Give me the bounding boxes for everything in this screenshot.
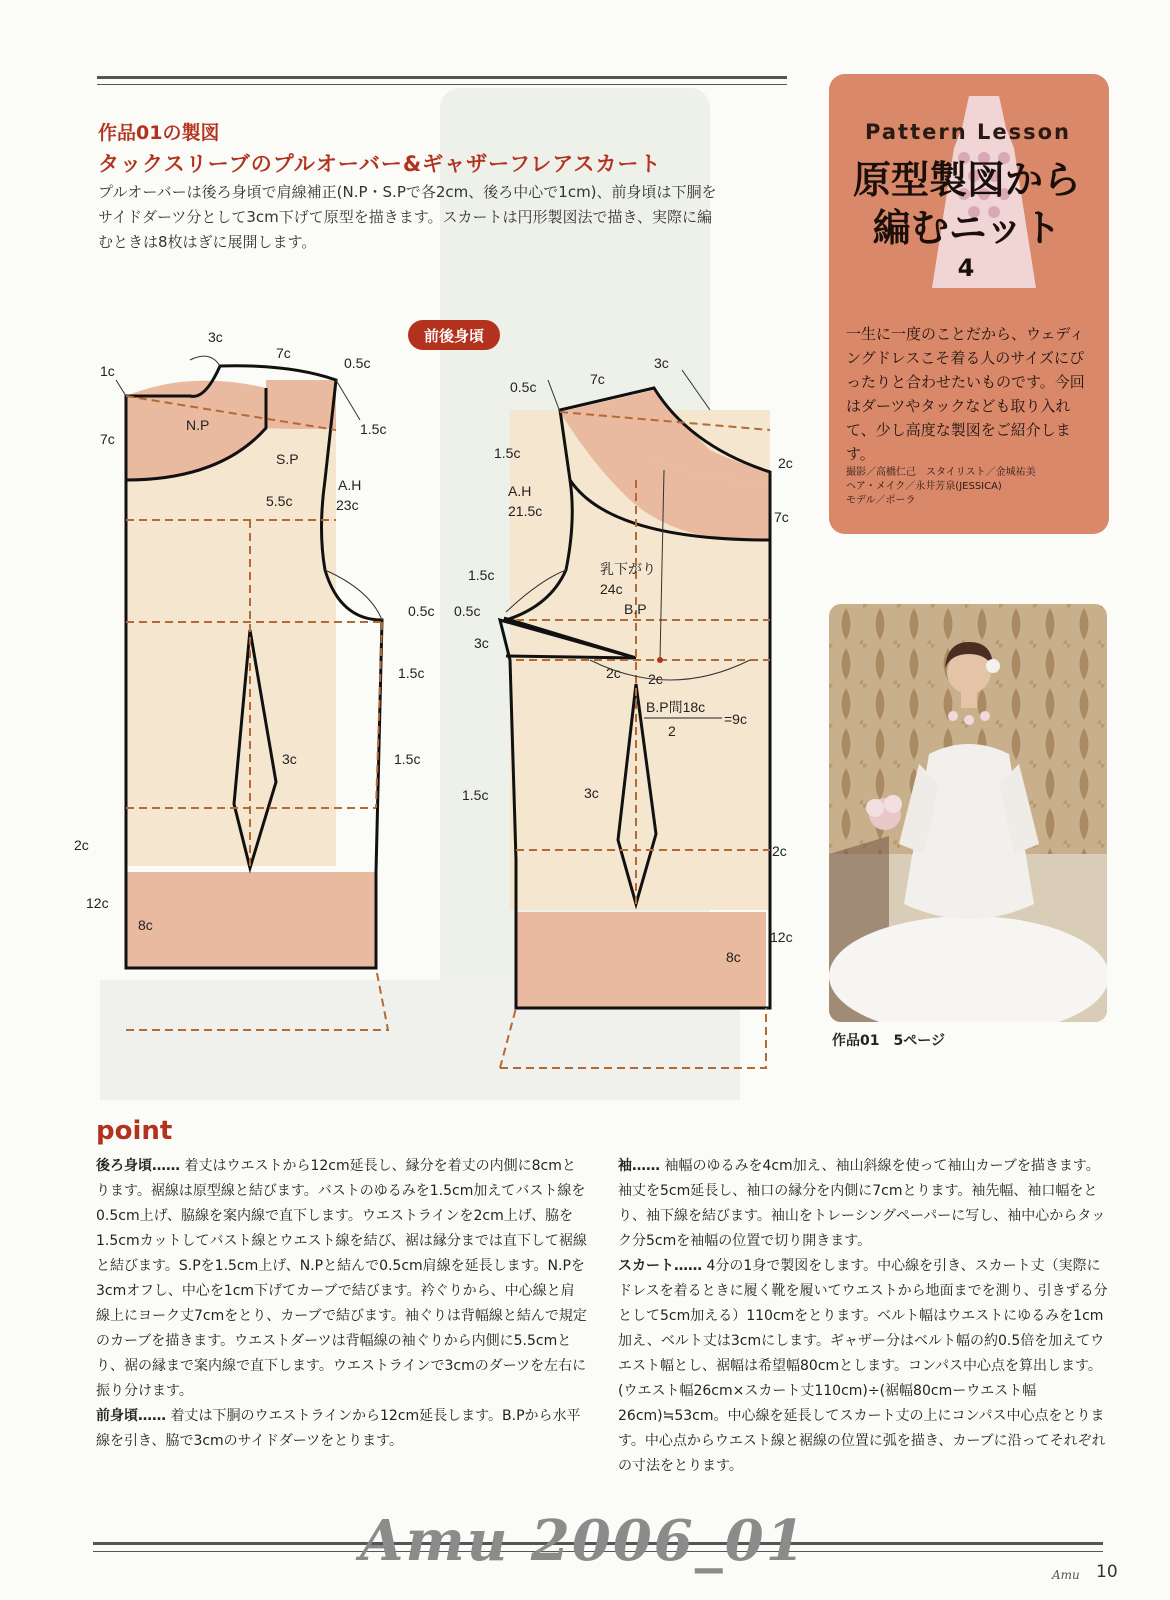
front-label-g: 21.5c bbox=[508, 503, 543, 519]
front-label-i: 乳下がり bbox=[600, 561, 656, 577]
front-label-c: 0.5c bbox=[510, 379, 537, 395]
point-front-head: 前身頃…… bbox=[96, 1408, 166, 1424]
back-label-k: 5.5c bbox=[266, 493, 293, 509]
back-label-i: A.H bbox=[338, 477, 362, 493]
lesson-credits: 撮影／高橋仁己 スタイリスト／金城祐美 ヘア・メイク／永井芳泉(JESSICA) モデル／ポーラ bbox=[846, 467, 1036, 506]
lesson-number: 4 bbox=[957, 254, 975, 282]
front-label-w: 12c bbox=[770, 929, 793, 945]
front-label-b: 7c bbox=[590, 371, 605, 387]
back-label-a: 3c bbox=[208, 329, 223, 345]
front-label-d: 1.5c bbox=[494, 445, 521, 461]
point-skirt-head: スカート…… bbox=[618, 1258, 702, 1274]
point-front-bodice bbox=[96, 1404, 588, 1454]
back-label-d: 1c bbox=[100, 363, 115, 379]
front-label-r: 2 bbox=[668, 723, 676, 739]
back-label-m: 1.5c bbox=[398, 665, 425, 681]
footer-logo: Amu bbox=[1052, 1568, 1080, 1582]
intro-text: プルオーバーは後ろ身頃で肩線補正(N.P・S.Pで各2cm、後ろ中心で1cm)、前身頃は下胴をサイドダーツ分として3cm下げて原型を描きます。スカートは円形製図法で描き、実際に編むときは8枚はぎに展開します。 bbox=[98, 183, 717, 251]
back-label-g: 7c bbox=[100, 431, 115, 447]
front-label-f: A.H bbox=[508, 483, 532, 499]
front-label-v: 2c bbox=[772, 843, 787, 859]
photo-caption: 作品01 5ページ bbox=[832, 1033, 945, 1049]
pattern-subtitle: タックスリーブのプルオーバー&ギャザーフレアスカート bbox=[98, 152, 662, 176]
front-label-m: 0.5c bbox=[454, 603, 481, 619]
top-rule bbox=[97, 76, 787, 85]
front-label-k: 1.5c bbox=[468, 567, 495, 583]
front-label-x: 8c bbox=[726, 949, 741, 965]
front-label-h: 7c bbox=[774, 509, 789, 525]
point-back-head: 後ろ身頃…… bbox=[96, 1158, 180, 1174]
back-label-l: 0.5c bbox=[408, 603, 435, 619]
front-label-p: 2c bbox=[648, 671, 663, 687]
point-skirt bbox=[618, 1254, 1112, 1479]
back-label-j: 23c bbox=[336, 497, 359, 513]
front-label-j: 24c bbox=[600, 581, 623, 597]
point-back-text: 着丈はウエストから12cm延長し、縁分を着丈の内側に8cmとります。裾線は原型線と結びます。バストのゆるみを1.5cm加えてバスト線を0.5cm上げ、脇線を案内線で直下します。ウエストラインを2cm上げ、脇を1.5cmカットしてバスト線とウエスト線を結び、裾は縁分までは直下して裾線と結びます。S.Pを1.5cm上げ、N.Pと結んで0.5cm肩線を延長します。N.Pを3cmオフし、中心を1cm下げてカーブで結びます。衿ぐりから、中心線と肩線上にヨーク丈7cmをとり、カーブで結びます。袖ぐりは背幅線と結んで規定のカーブを描きます。ウエストダーツは背幅線の袖ぐりから内側に5.5cmとり、裾の縁まで案内線で直下します。ウエストラインで3cmのダーツを左右に振り分けます。 bbox=[96, 1158, 587, 1399]
point-title: point bbox=[96, 1116, 173, 1146]
front-label-o: 2c bbox=[606, 665, 621, 681]
point-sleeve-head: 袖…… bbox=[618, 1158, 660, 1174]
point-sleeve bbox=[618, 1154, 1112, 1254]
lesson-jp-title bbox=[836, 156, 1098, 252]
point-back-bodice bbox=[96, 1154, 588, 1404]
bride-photo bbox=[829, 604, 1107, 1022]
front-label-u: 3c bbox=[584, 785, 599, 801]
back-label-e: N.P bbox=[186, 417, 210, 433]
back-label-h: S.P bbox=[276, 451, 299, 467]
back-label-n: 3c bbox=[282, 751, 297, 767]
lesson-body: 一生に一度のことだから、ウェディングドレスこそ着る人のサイズにぴったりと合わせたいものです。今回はダーツやタックなども取り入れて、少し高度な製図をご紹介します。 bbox=[846, 325, 1085, 463]
lesson-jp-title-line2: 編むニット bbox=[872, 206, 1062, 250]
back-label-o: 1.5c bbox=[394, 751, 421, 767]
front-label-l: B.P bbox=[624, 601, 647, 617]
pattern-diagram bbox=[70, 320, 810, 1100]
front-label-a: 3c bbox=[654, 355, 669, 371]
pattern-title: 作品01の製図 bbox=[98, 122, 220, 144]
back-label-p: 2c bbox=[74, 837, 89, 853]
lesson-en-title: Pattern Lesson bbox=[865, 120, 1071, 144]
point-skirt-text: 4分の1身で製図をします。中心線を引き、スカート丈（実際にドレスを着るときに履く靴を履いてウエストから地面までを測り、引きずる分として5cm加える）110cmをとります。ベルト幅はウエストにゆるみを1cm加え、ベルト丈は3cmにします。ギャザー分はベルト幅の約0.5倍を加えてウエスト幅とし、裾幅は希望幅80cmとします。コンパス中心点を算出します。(ウエスト幅26cm×スカート丈110cm)÷(裾幅80cmーウエスト幅26cm)≒53cm。中心線を延長してスカート丈の上にコンパス中心点をとります。中心点からウエスト線と裾線の位置に弧を描き、カーブに沿ってそれぞれの寸法をとります。 bbox=[618, 1258, 1108, 1474]
point-sleeve-text: 袖幅のゆるみを4cm加え、袖山斜線を使って袖山カーブを描きます。袖丈を5cm延長し、袖口の縁分を内側に7cmとります。袖先幅、袖口幅をとり、袖下線を結びます。袖山をトレーシングペーパーに写し、袖中心からタック分5cmを袖幅の位置で切り開きます。 bbox=[618, 1158, 1106, 1249]
page-number: 10 bbox=[1096, 1562, 1118, 1582]
back-label-c: 0.5c bbox=[344, 355, 371, 371]
diagram-badge: 前後身頃 bbox=[423, 328, 485, 345]
point-front-text: 着丈は下胴のウエストラインから12cm延長します。B.Pから水平線を引き、脇で3cmのサイドダーツをとります。 bbox=[96, 1408, 581, 1449]
front-label-n: 3c bbox=[474, 635, 489, 651]
front-label-q: B.P間18c bbox=[646, 699, 706, 715]
front-label-s: =9c bbox=[724, 711, 747, 727]
back-label-r: 8c bbox=[138, 917, 153, 933]
back-label-f: 1.5c bbox=[360, 421, 387, 437]
back-bodice bbox=[116, 356, 388, 1030]
point-right-column bbox=[618, 1154, 1112, 1479]
front-label-e: 2c bbox=[778, 455, 793, 471]
back-label-b: 7c bbox=[276, 345, 291, 361]
front-label-t: 1.5c bbox=[462, 787, 489, 803]
point-left-column bbox=[96, 1154, 588, 1454]
lesson-jp-title-line1: 原型製図から bbox=[852, 158, 1081, 202]
watermark: Amu 2006_01 bbox=[360, 1508, 807, 1574]
back-label-q: 12c bbox=[86, 895, 109, 911]
